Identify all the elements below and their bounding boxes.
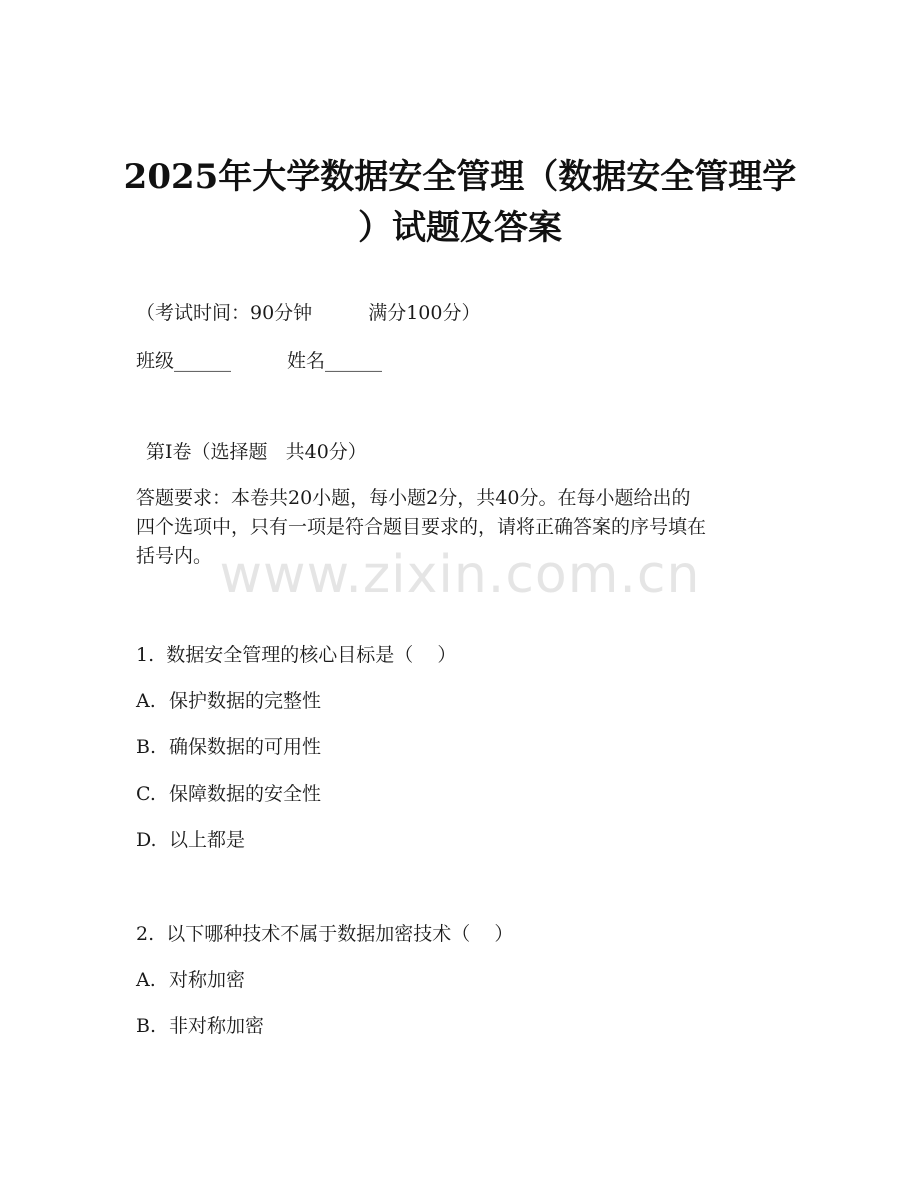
- name-field: 姓名______: [287, 350, 383, 372]
- instructions-line-3: 括号内。: [136, 545, 213, 567]
- option-label: A.: [136, 690, 156, 712]
- instructions-line-1: 答题要求：本卷共20小题，每小题2分，共40分。在每小题给出的: [136, 487, 691, 509]
- watermark: www.zixin.com.cn: [219, 545, 701, 605]
- option-label: D.: [136, 829, 157, 851]
- option-label: C.: [136, 783, 156, 805]
- document-title-line-2: ）试题及答案: [358, 208, 562, 248]
- option-text: 非对称加密: [169, 1015, 265, 1037]
- option-label: A.: [136, 969, 156, 991]
- question-2-option-b: [136, 1012, 264, 1040]
- question-1-option-a: [136, 687, 321, 715]
- question-1-option-b: [136, 733, 321, 761]
- exam-time: （考试时间：90分钟: [136, 302, 313, 324]
- question-1-option-c: [136, 780, 321, 808]
- question-1-stem: 1. 数据安全管理的核心目标是（ ）: [136, 644, 457, 666]
- option-text: 对称加密: [169, 969, 246, 991]
- option-label: B.: [136, 736, 157, 758]
- option-text: 保护数据的完整性: [169, 690, 322, 712]
- exam-full-score: 满分100分）: [368, 302, 481, 324]
- section-title: 第Ⅰ卷（选择题 共40分）: [146, 441, 367, 463]
- question-1-option-d: [136, 826, 245, 854]
- question-2-stem: 2. 以下哪种技术不属于数据加密技术（ ）: [136, 923, 514, 945]
- class-field: 班级______: [136, 350, 232, 372]
- option-text: 确保数据的可用性: [169, 736, 322, 758]
- student-fields: [136, 347, 382, 375]
- question-2-option-a: [136, 966, 245, 994]
- instructions-line-2: 四个选项中，只有一项是符合题目要求的，请将正确答案的序号填在: [136, 516, 707, 538]
- section-instructions: [136, 484, 786, 571]
- option-label: B.: [136, 1015, 157, 1037]
- exam-info: [136, 299, 480, 327]
- document-title-line-1: 2025年大学数据安全管理（数据安全管理学: [123, 157, 797, 197]
- option-text: 以上都是: [169, 829, 246, 851]
- option-text: 保障数据的安全性: [169, 783, 322, 805]
